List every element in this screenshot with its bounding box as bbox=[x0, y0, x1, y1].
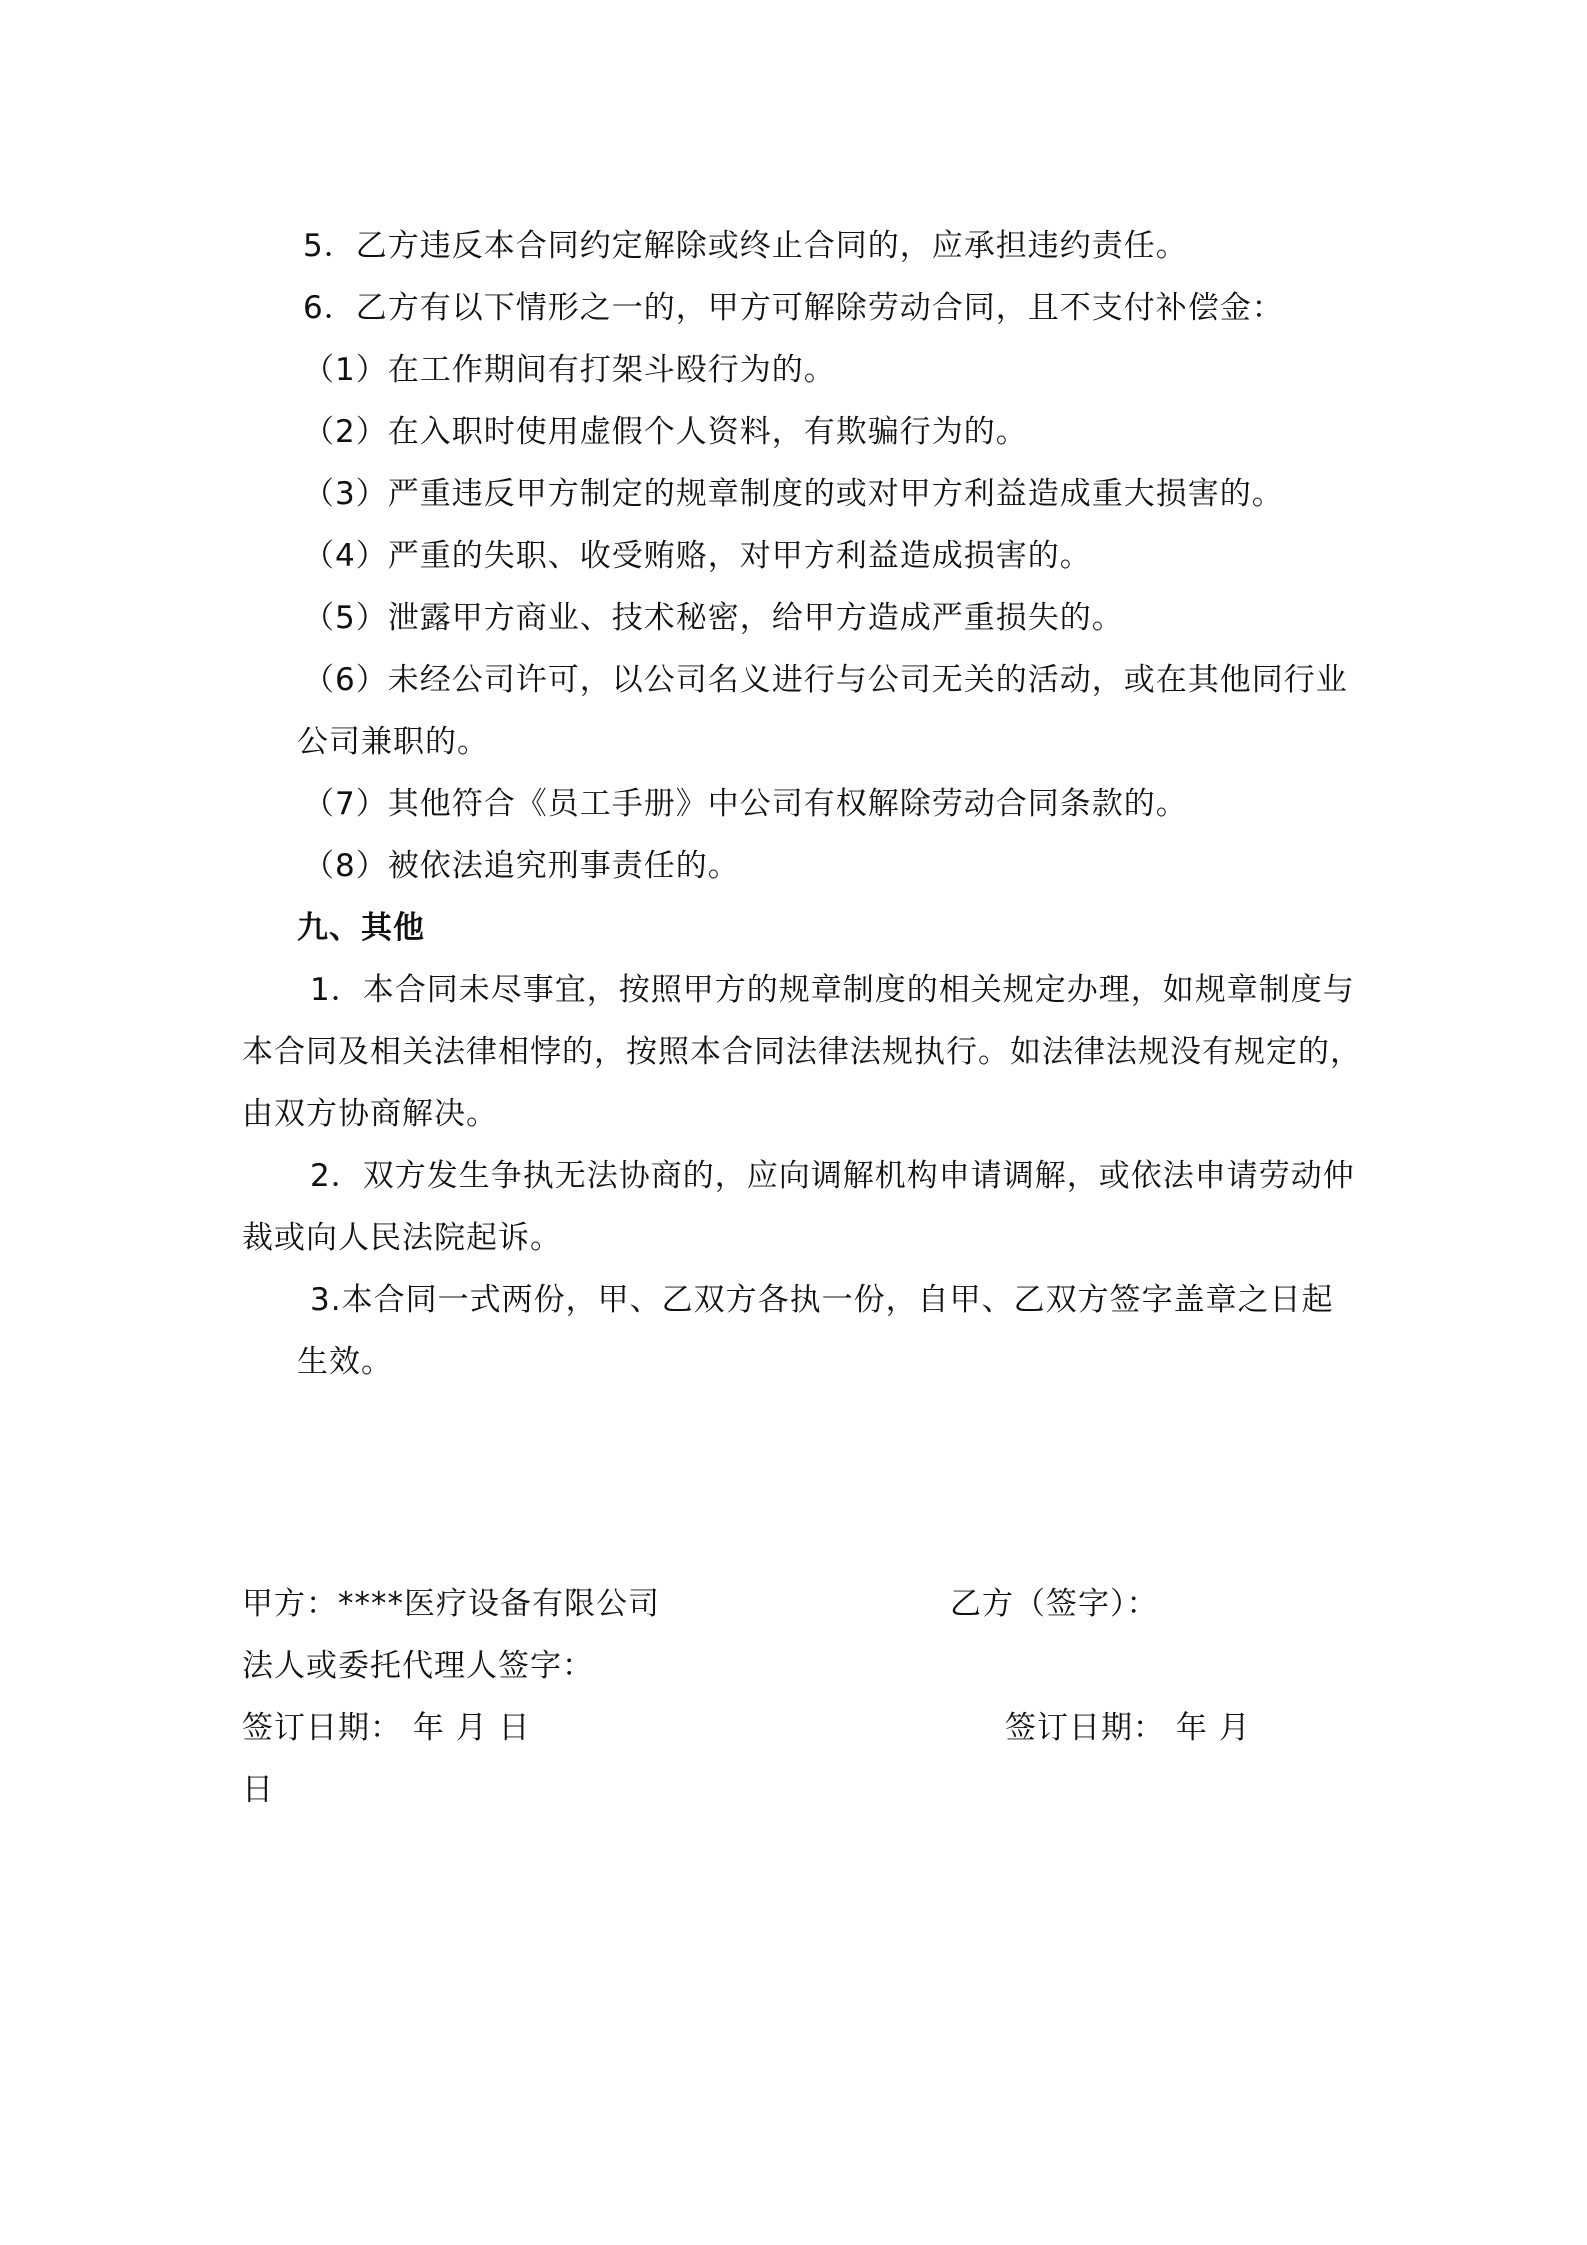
clause-6-item-5: （5）泄露甲方商业、技术秘密，给甲方造成严重损失的。 bbox=[303, 600, 1124, 636]
clause-6: 6．乙方有以下情形之一的，甲方可解除劳动合同，且不支付补偿金： bbox=[303, 290, 1284, 326]
party-b-sign-date: 签订日期： 年 月 bbox=[1005, 1710, 1251, 1746]
legal-rep-signature-label: 法人或委托代理人签字： bbox=[242, 1648, 594, 1684]
section-9-p2-line-1: 2．双方发生争执无法协商的，应向调解机构申请调解，或依法申请劳动仲 bbox=[310, 1158, 1355, 1194]
party-a-name: 甲方：****医疗设备有限公司 bbox=[242, 1586, 660, 1622]
section-9-p3-line-2: 生效。 bbox=[297, 1344, 393, 1380]
clause-6-item-6-cont: 公司兼职的。 bbox=[297, 724, 489, 760]
clause-6-item-1: （1）在工作期间有打架斗殴行为的。 bbox=[303, 352, 836, 388]
clause-6-item-3: （3）严重违反甲方制定的规章制度的或对甲方利益造成重大损害的。 bbox=[303, 476, 1284, 512]
section-9-p1-line-1: 1．本合同未尽事宜，按照甲方的规章制度的相关规定办理，如规章制度与 bbox=[310, 972, 1355, 1008]
clause-6-item-8: （8）被依法追究刑事责任的。 bbox=[303, 848, 740, 884]
section-9-heading: 九、其他 bbox=[297, 910, 425, 946]
section-9-p1-line-2: 本合同及相关法律相悖的，按照本合同法律法规执行。如法律法规没有规定的， bbox=[242, 1034, 1362, 1070]
party-a-sign-date: 签订日期： 年 月 日 bbox=[242, 1710, 531, 1746]
party-b-signature-label: 乙方（签字）： bbox=[950, 1586, 1159, 1622]
section-9-p3-line-1: 3.本合同一式两份，甲、乙双方各执一份，自甲、乙双方签字盖章之日起 bbox=[310, 1282, 1334, 1318]
section-9-p2-line-2: 裁或向人民法院起诉。 bbox=[242, 1220, 562, 1256]
clause-6-item-7: （7）其他符合《员工手册》中公司有权解除劳动合同条款的。 bbox=[303, 786, 1188, 822]
clause-6-item-4: （4）严重的失职、收受贿赂，对甲方利益造成损害的。 bbox=[303, 538, 1092, 574]
clause-5: 5．乙方违反本合同约定解除或终止合同的，应承担违约责任。 bbox=[303, 228, 1188, 264]
clause-6-item-2: （2）在入职时使用虚假个人资料，有欺骗行为的。 bbox=[303, 414, 1028, 450]
section-9-p1-line-3: 由双方协商解决。 bbox=[242, 1096, 498, 1132]
party-b-sign-date-day: 日 bbox=[242, 1772, 274, 1808]
clause-6-item-6: （6）未经公司许可，以公司名义进行与公司无关的活动，或在其他同行业 bbox=[303, 662, 1348, 698]
